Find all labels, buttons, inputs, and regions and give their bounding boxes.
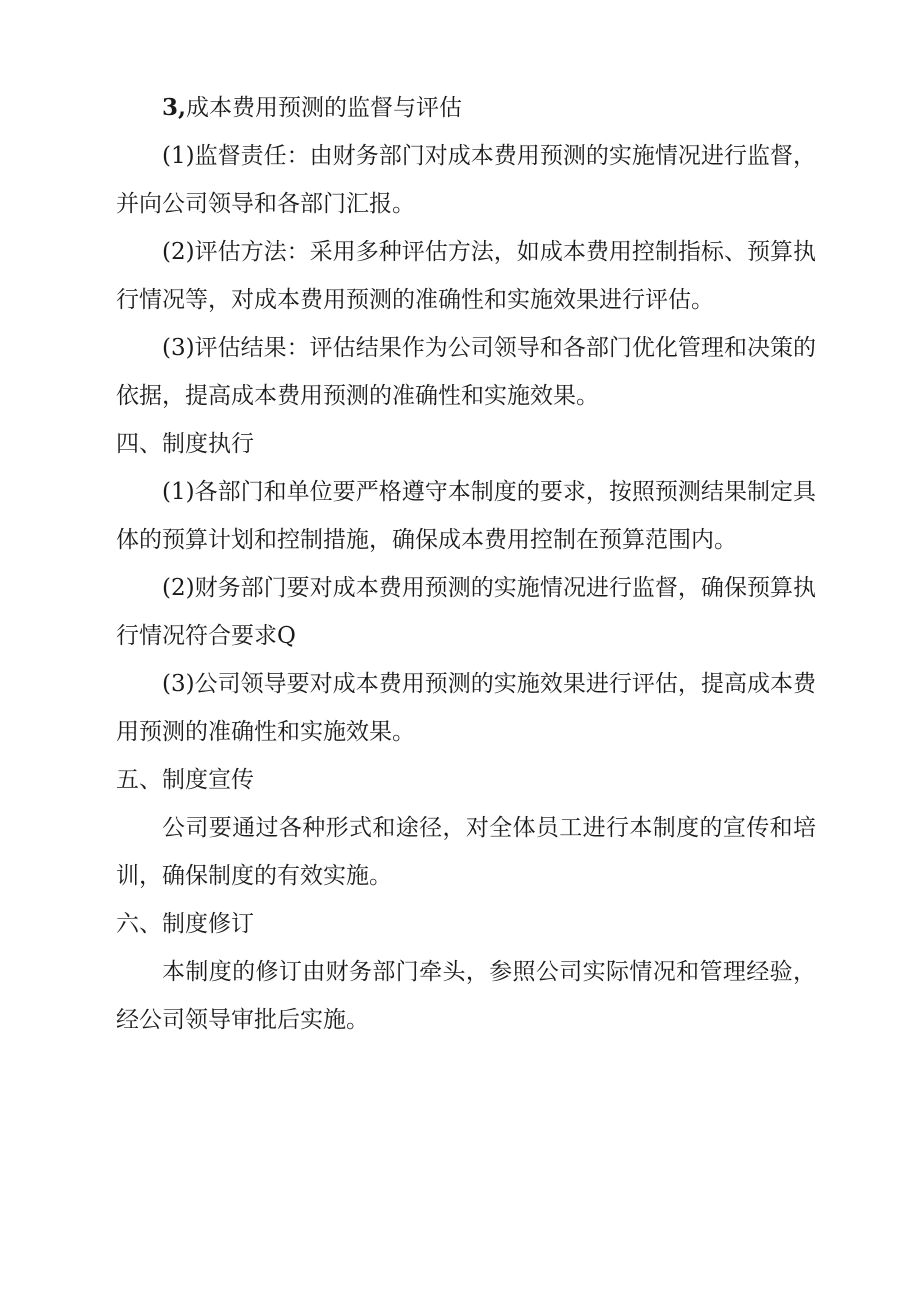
section-5-heading: 五、制度宣传 (116, 767, 254, 793)
section-3-number: 3, (162, 94, 187, 121)
section-4-heading: 四、制度执行 (116, 431, 254, 457)
section-6-heading: 六、制度修订 (116, 911, 254, 937)
section-3-item-3: (3)评估结果：评估结果作为公司领导和各部门优化管理和决策的依据，提高成本费用预测的准确性和实施效果。 (116, 335, 816, 409)
section-4-item-3: (3)公司领导要对成本费用预测的实施效果进行评估，提高成本费用预测的准确性和实施效果。 (116, 671, 816, 745)
section-3-item-2: (2)评估方法：采用多种评估方法，如成本费用控制指标、预算执行情况等，对成本费用预测的准确性和实施效果进行评估。 (116, 239, 816, 313)
section-3-heading (116, 84, 816, 132)
section-3-item-1: (1)监督责任：由财务部门对成本费用预测的实施情况进行监督，并向公司领导和各部门汇报。 (116, 143, 816, 217)
section-6-paragraph: 本制度的修订由财务部门牵头，参照公司实际情况和管理经验，经公司领导审批后实施。 (116, 959, 816, 1033)
section-4-item-2: (2)财务部门要对成本费用预测的实施情况进行监督，确保预算执行情况符合要求Q (116, 575, 816, 649)
section-3-title: 成本费用预测的监督与评估 (186, 95, 463, 121)
section-4-item-1: (1)各部门和单位要严格遵守本制度的要求，按照预测结果制定具体的预算计划和控制措施，确保成本费用控制在预算范围内。 (116, 479, 816, 553)
document-body (116, 84, 816, 1044)
section-5-paragraph: 公司要通过各种形式和途径，对全体员工进行本制度的宣传和培训，确保制度的有效实施。 (116, 815, 816, 889)
